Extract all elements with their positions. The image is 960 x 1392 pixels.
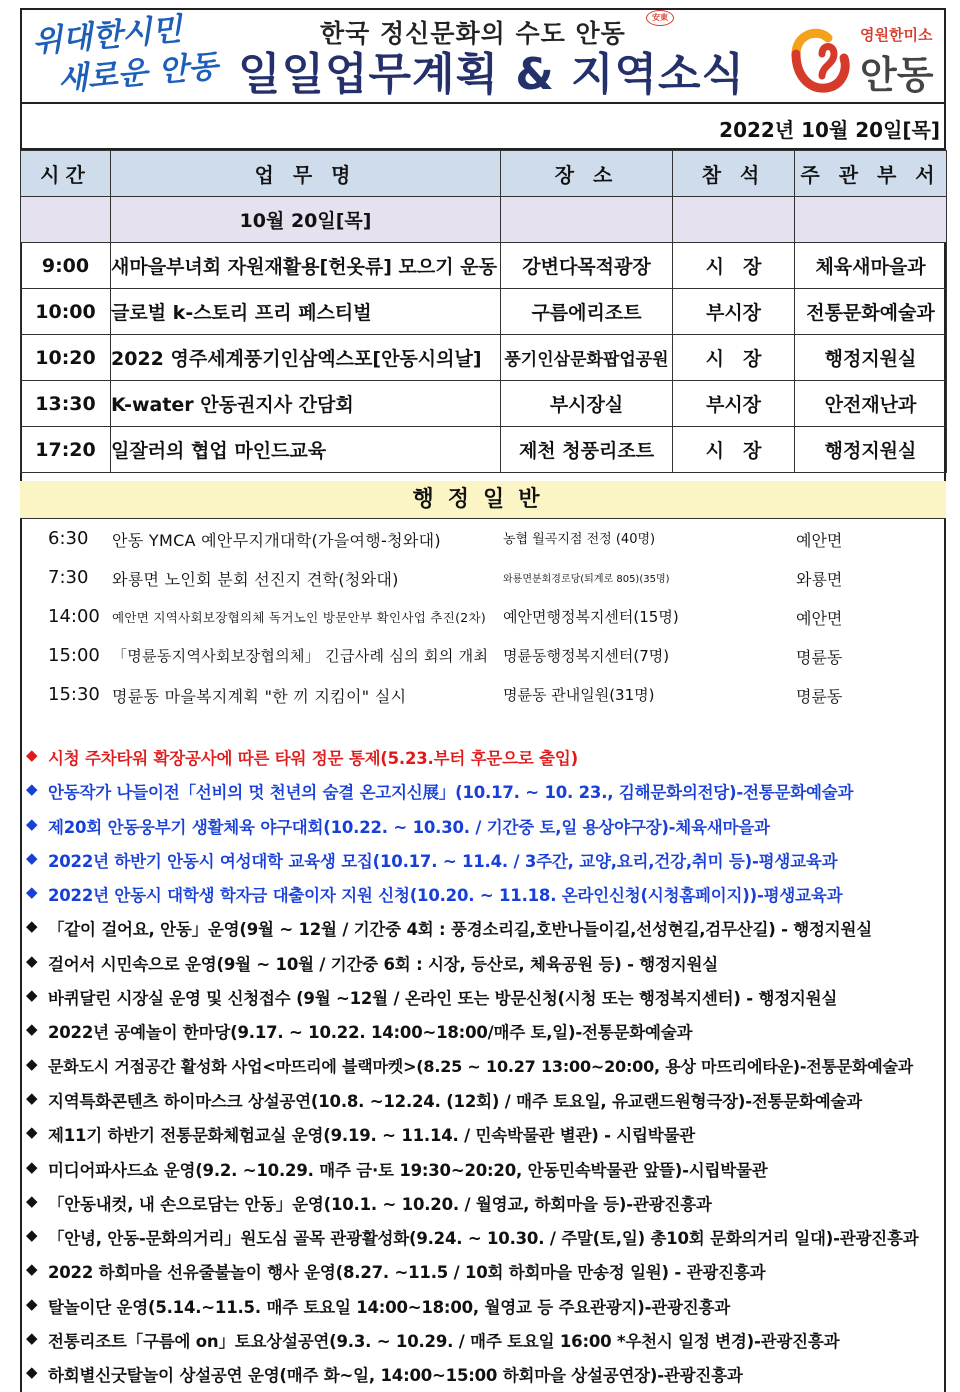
diamond-bullet-icon: ◆ [26,1260,38,1279]
row-dept: 체육새마을과 [795,243,947,289]
admin-dept: 예안면 [796,531,843,550]
admin-time: 7:30 [48,567,89,588]
admin-time: 15:30 [48,684,100,705]
schedule-date-row [21,197,947,243]
header-top-line: 한국 정신문화의 수도 안동 [320,19,626,48]
diamond-bullet-icon: ◆ [26,986,38,1005]
table-row [21,289,947,335]
notice-text: 2022년 공예놀이 한마당(9.17. ~ 10.22. 14:00~18:00/매주 토,일)-전통문화예술과 [48,1023,693,1043]
diamond-bullet-icon: ◆ [26,746,38,764]
andong-logo [788,18,938,98]
list-item [20,597,946,636]
row-place: 구름에리조트 [501,289,673,335]
diamond-bullet-icon: ◆ [26,1226,38,1245]
table-row [21,335,947,381]
notice-text: 「같이 걸어요, 안동」운영(9월 ~ 12월 / 기간중 4회 : 풍경소리길,호반나들이길,선성현길,검무산길) - 행정지원실 [48,920,872,940]
notice-item [20,946,946,980]
notice-text: 문화도시 거점공간 활성화 사업<마뜨리에 블랙마켓>(8.25 ~ 10.27 13:00~20:00, 용상 마뜨리에타운)-전통문화예술과 [48,1056,914,1076]
diamond-bullet-icon: ◆ [26,1157,38,1176]
notice-item [20,1220,946,1254]
row-title: K-water 안동권지사 간담회 [111,381,501,427]
list-item [20,636,946,675]
header-time: 시간 [21,151,111,197]
admin-list [20,519,946,714]
date-row-empty-2 [501,197,673,243]
header-title: 업 무 명 [111,151,501,197]
notice-item [20,1014,946,1048]
notice-item [20,1357,946,1391]
notice-item [20,740,946,774]
notice-item [20,980,946,1014]
table-row [21,381,947,427]
notice-text: 전통리조트「구름에 on」토요상설공연(9.3. ~ 10.29. / 매주 토요일 16:00 *우천시 일정 변경)-관광진흥과 [48,1332,840,1352]
list-item [20,558,946,597]
diamond-bullet-icon: ◆ [26,1294,38,1313]
notice-text: 안동작가 나들이전「선비의 멋 천년의 숨결 온고지신展」(10.17. ~ 10. 23., 김해문화의전당)-전통문화예술과 [48,783,854,803]
stamp-mark: 安東 [646,10,674,26]
slogan [31,6,228,106]
admin-title: 명륜동 마을복지계획 "한 끼 지킴이" 실시 [112,687,407,706]
notice-item [20,1152,946,1186]
notice-text: 시청 주차타워 확장공사에 따른 타워 정문 통제(5.23.부터 후문으로 출입) [48,749,578,768]
row-place: 제천 청풍리조트 [501,427,673,473]
diamond-bullet-icon: ◆ [26,917,38,936]
admin-place: 와룡면분회경로당(퇴계로 805)(35명) [503,574,670,585]
document-date: 2022년 10월 20일[목] [719,118,940,142]
notice-text: 하회별신굿탈놀이 상설공연 운영(매주 화~일, 14:00~15:00 하회마을 상설공연장)-관광진흥과 [48,1366,743,1386]
notice-text: 제11기 하반기 전통문화체험교실 운영(9.19. ~ 11.14. / 민속박물관 별관) - 시립박물관 [48,1126,695,1146]
diamond-bullet-icon: ◆ [26,848,38,867]
notice-text: 2022 하회마을 선유줄불놀이 행사 운영(8.27. ~11.5 / 10회 하회마을 만송정 일원) - 관광진흥과 [48,1263,766,1283]
row-attend: 부시장 [673,289,795,335]
row-time: 10:20 [21,335,111,381]
row-place: 강변다목적광장 [501,243,673,289]
diamond-bullet-icon: ◆ [26,951,38,970]
notice-text: 지역특화콘텐츠 하이마스크 상설공연(10.8. ~12.24. (12회) / 매주 토요일, 유교랜드원형극장)-전통문화예술과 [48,1091,863,1111]
date-row-empty-4 [795,197,947,243]
date-row-empty-3 [673,197,795,243]
row-time: 17:20 [21,427,111,473]
diamond-bullet-icon: ◆ [26,780,38,799]
admin-time: 15:00 [48,645,100,666]
notice-item [20,1049,946,1083]
date-row-empty-1 [21,197,111,243]
notice-item [20,911,946,945]
row-dept: 안전재난과 [795,381,947,427]
notice-item [20,1289,946,1323]
row-time: 13:30 [21,381,111,427]
header-dept: 주 관 부 서 [795,151,947,197]
row-attend: 시 장 [673,243,795,289]
admin-time: 6:30 [48,528,89,549]
admin-title: 안동 YMCA 예안무지개대학(가을여행-청와대) [112,531,441,550]
admin-dept: 명륜동 [796,648,843,667]
logo-tagline: 영원한미소 [860,26,933,44]
notice-text: 2022년 안동시 대학생 학자금 대출이자 지원 신청(10.20. ~ 11.18. 온라인신청(시청홈페이지))-평생교육과 [48,886,843,906]
date-line [20,104,946,150]
row-time: 10:00 [21,289,111,335]
diamond-bullet-icon: ◆ [26,883,38,902]
notice-text: 걸어서 시민속으로 운영(9월 ~ 10월 / 기간중 6회 : 시장, 등산로, 체육공원 등) - 행정지원실 [48,954,718,974]
notice-item [20,843,946,877]
admin-section-title: 행정일반 [20,481,946,519]
notice-item [20,774,946,808]
diamond-bullet-icon: ◆ [26,1329,38,1348]
list-item [20,519,946,558]
row-title: 일잘러의 협업 마인드교육 [111,427,501,473]
row-title: 글로벌 k-스토리 프리 페스티벌 [111,289,501,335]
notice-text: 탈놀이단 운영(5.14.~11.5. 매주 토요일 14:00~18:00, 월영교 등 주요관광지)-관광진흥과 [48,1297,730,1317]
notice-item [20,1186,946,1220]
notice-text: 제20회 안동웅부기 생활체육 야구대회(10.22. ~ 10.30. / 기간중 토,일 용상야구장)-체육새마을과 [48,817,770,837]
notice-text: 「안녕, 안동-문화의거리」원도심 골목 관광활성화(9.24. ~ 10.30. / 주말(토,일) 총10회 문화의거리 일대)-관광진흥과 [48,1229,919,1249]
notice-item [20,1083,946,1117]
row-attend: 시 장 [673,427,795,473]
notice-text: 2022년 하반기 안동시 여성대학 교육생 모집(10.17. ~ 11.4. / 3주간, 교양,요리,건강,취미 등)-평생교육과 [48,851,838,871]
admin-title: 「명륜동지역사회보장협의체」 긴급사례 심의 회의 개최 [112,647,489,665]
header [20,8,946,104]
row-title: 새마을부녀회 자원재활용[헌옷류] 모으기 운동 [111,243,501,289]
schedule-header-row [21,151,947,197]
smile-logo-icon [788,24,852,96]
row-title: 2022 영주세계풍기인삼엑스포[안동시의날] [111,335,501,381]
notice-text: 미디어파사드쇼 운영(9.2. ~10.29. 매주 금·토 19:30~20:20, 안동민속박물관 앞뜰)-시립박물관 [48,1160,768,1180]
admin-dept: 예안면 [796,609,843,628]
header-attend: 참 석 [673,151,795,197]
diamond-bullet-icon: ◆ [26,1123,38,1142]
row-dept: 전통문화예술과 [795,289,947,335]
header-place: 장 소 [501,151,673,197]
row-time: 9:00 [21,243,111,289]
schedule-date-label: 10월 20일[목] [111,197,501,243]
notice-text: 바퀴달린 시장실 운영 및 신청접수 (9월 ~12월 / 온라인 또는 방문신청(시청 또는 행정복지센터) - 행정지원실 [48,989,838,1009]
logo-wordmark: 안동 [860,53,934,97]
schedule-table [20,150,947,473]
diamond-bullet-icon: ◆ [26,1088,38,1107]
admin-title: 와룡면 노인회 분회 선진지 견학(청와대) [112,570,399,589]
diamond-bullet-icon: ◆ [26,814,38,833]
admin-dept: 와룡면 [796,570,843,589]
diamond-bullet-icon: ◆ [26,1020,38,1039]
diamond-bullet-icon: ◆ [26,1363,38,1382]
admin-dept: 명륜동 [796,687,843,706]
page-title: 일일업무계획 & 지역소식 [238,49,746,100]
notice-item [20,877,946,911]
admin-time: 14:00 [48,606,100,627]
admin-title: 예안면 지역사회보장협의체 독거노인 방문안부 확인사업 추진(2차) [112,610,487,625]
slogan-line-1: 위대한시민 [30,11,184,61]
table-row [21,243,947,289]
row-attend: 부시장 [673,381,795,427]
notice-item [20,1117,946,1151]
admin-place: 농협 월곡지점 전정 (40명) [503,532,656,547]
notice-item [20,1254,946,1288]
list-item [20,675,946,714]
row-place: 풍기인삼문화팝업공원 [501,335,673,381]
diamond-bullet-icon: ◆ [26,1191,38,1210]
notice-item [20,1323,946,1357]
notice-text: 「안동내컷, 내 손으로담는 안동」운영(10.1. ~ 10.20. / 월영교, 하회마을 등)-관광진흥과 [48,1194,712,1214]
row-dept: 행정지원실 [795,335,947,381]
row-attend: 시 장 [673,335,795,381]
row-place: 부시장실 [501,381,673,427]
slogan-line-2: 새로운 안동 [56,48,220,99]
notice-list [20,740,946,1392]
admin-place: 명륜동 관내일원(31명) [503,686,655,704]
table-row [21,427,947,473]
row-dept: 행정지원실 [795,427,947,473]
diamond-bullet-icon: ◆ [26,1054,38,1073]
admin-place: 명륜동행정복지센터(7명) [503,647,670,665]
notice-item [20,809,946,843]
admin-place: 예안면행정복지센터(15명) [503,608,679,626]
